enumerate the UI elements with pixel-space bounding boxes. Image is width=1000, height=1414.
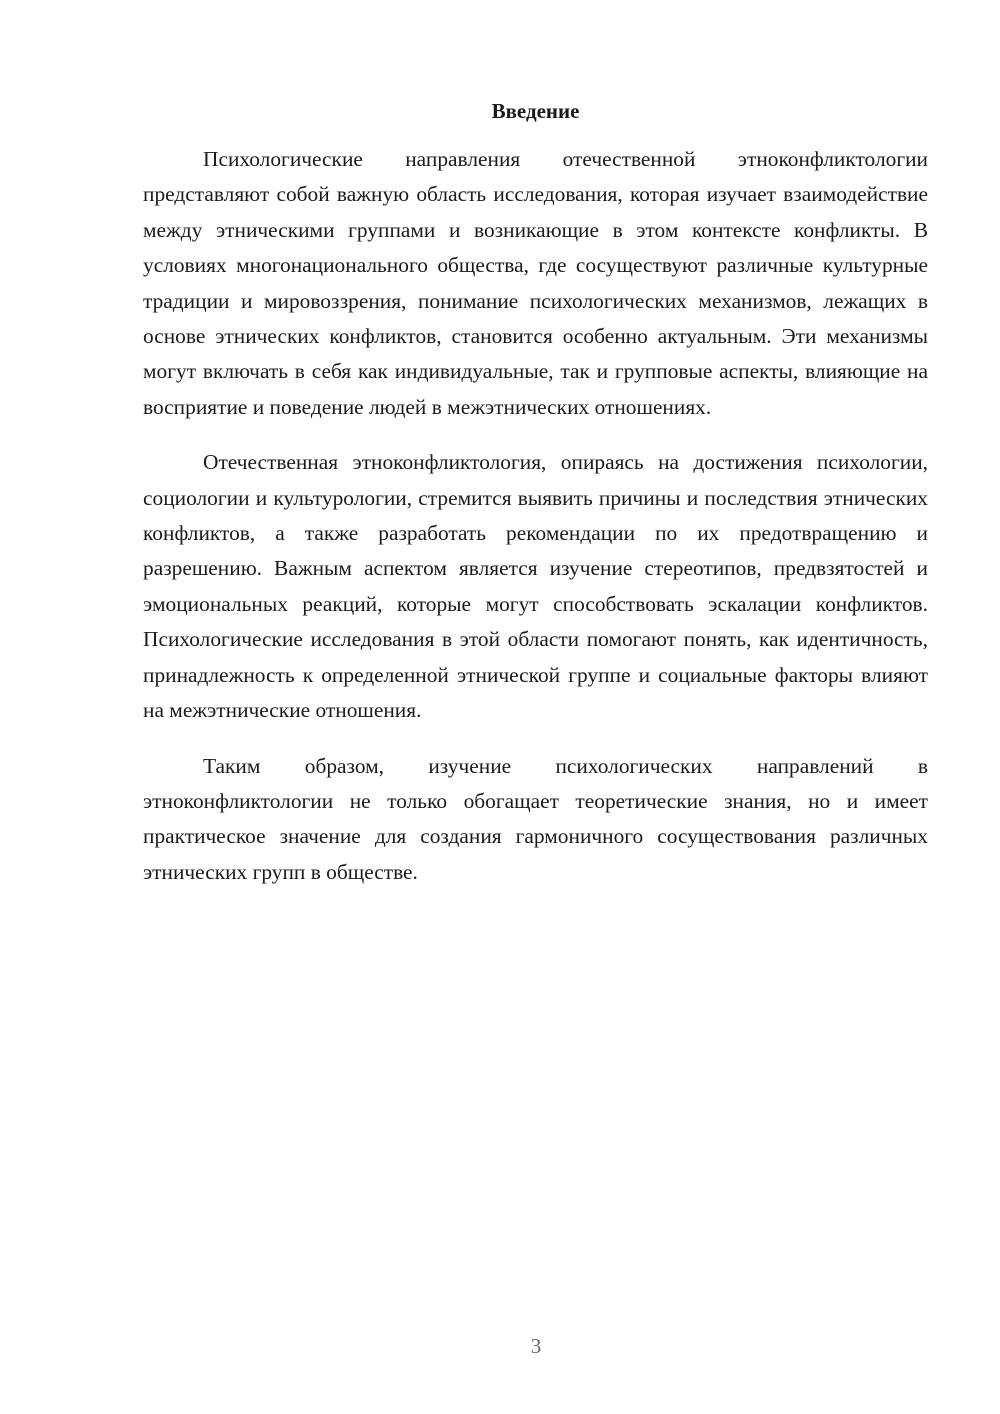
page-title: Введение bbox=[491, 99, 580, 123]
paragraph-1: Психологические направления отечественной этноконфликтологии представляют собой важную область исследования, которая изучает взаимодействие между этническими группами и возникающие в этом контексте конфликты. В условиях многонационального общества, где сосуществуют различные культурные традиции и мировоззрения, понимание психологических механизмов, лежащих в основе этнических конфликтов, становится особенно актуальным. Эти механизмы могут включать в себя как индивидуальные, так и групповые аспекты, влияющие на восприятие и поведение людей в межэтнических отношениях. bbox=[143, 147, 928, 419]
paragraph-3: Таким образом, изучение психологических направлений в этноконфликтологии не только обогащает теоретические знания, но и имеет практическое значение для создания гармоничного сосуществования различных этнических групп в обществе. bbox=[143, 753, 928, 884]
document-body bbox=[143, 142, 928, 910]
paragraph-2: Отечественная этноконфликтология, опираясь на достижения психологии, социологии и культурологии, стремится выявить причины и последствия этнических конфликтов, а также разработать рекомендации по их предотвращению и разрешению. Важным аспектом является изучение стереотипов, предвзятостей и эмоциональных реакций, которые могут способствовать эскалации конфликтов. Психологические исследования в этой области помогают понять, как идентичность, принадлежность к определенной этнической группе и социальные факторы влияют на межэтнические отношения. bbox=[143, 450, 928, 723]
page-number: 3 bbox=[530, 1334, 542, 1358]
